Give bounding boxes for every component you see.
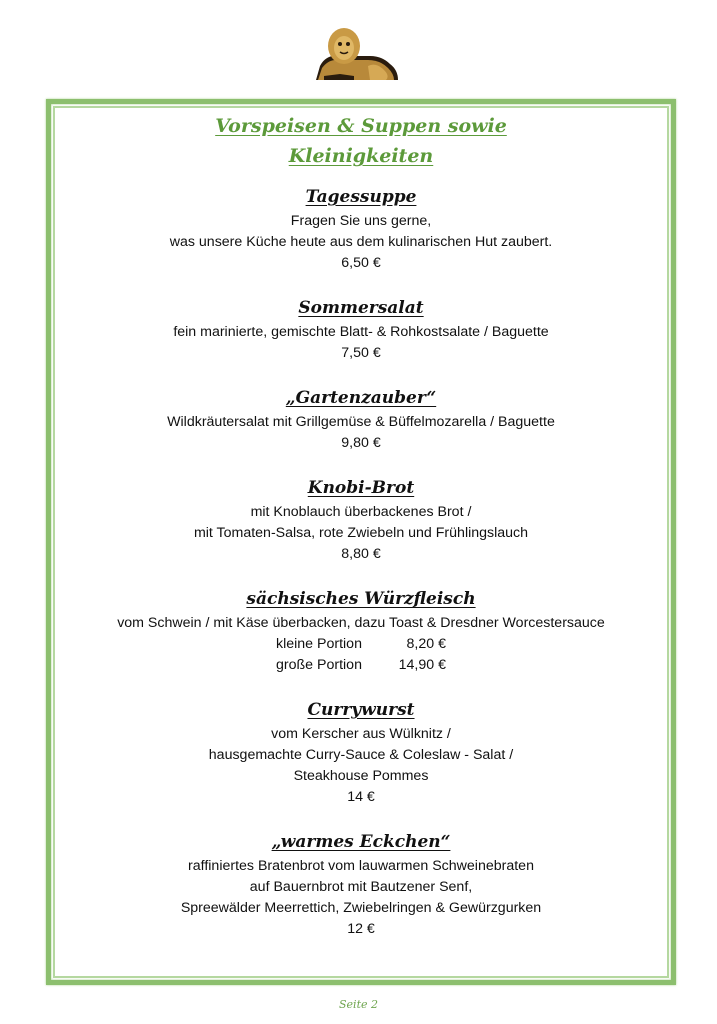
- portion-row: [50, 634, 672, 655]
- menu-title: [50, 111, 672, 171]
- dish-description: mit Knoblauch überbackenes Brot /: [250, 504, 472, 520]
- dish-title: sächsisches Würzfleisch: [246, 589, 476, 609]
- dish-price: 12 €: [347, 921, 375, 937]
- dish-description: was unsere Küche heute aus dem kulinarischen Hut zaubert.: [169, 234, 553, 250]
- portion-row: [50, 655, 672, 676]
- portion-price: 14,90 €: [398, 657, 446, 673]
- dish-description: Fragen Sie uns gerne,: [290, 213, 432, 229]
- dish-wuerzfleisch: [50, 587, 672, 676]
- dish-title: Tagessuppe: [305, 187, 417, 207]
- dish-warmes-eckchen: [50, 830, 672, 940]
- dish-title: „Gartenzauber“: [285, 388, 437, 408]
- menu-title-line: Kleinigkeiten: [288, 145, 434, 167]
- dish-currywurst: [50, 698, 672, 808]
- dish-sommersalat: [50, 296, 672, 364]
- page-number: Seite 2: [339, 998, 378, 1011]
- dish-description: Wildkräutersalat mit Grillgemüse & Büffelmozarella / Baguette: [167, 414, 555, 430]
- dish-price: 7,50 €: [341, 345, 381, 361]
- dish-price: 9,80 €: [341, 435, 381, 451]
- dish-description: Spreewälder Meerrettich, Zwiebelringen & Gewürzgurken: [180, 900, 542, 916]
- dish-price: 8,80 €: [341, 546, 381, 562]
- dish-description: vom Kerscher aus Wülknitz /: [271, 726, 451, 742]
- dish-title: „warmes Eckchen“: [271, 832, 451, 852]
- menu-content: [50, 111, 672, 940]
- portion-label: große Portion: [276, 657, 362, 673]
- dish-price: 14 €: [347, 789, 375, 805]
- dish-tagessuppe: [50, 185, 672, 274]
- dish-description: vom Schwein / mit Käse überbacken, dazu Toast & Dresdner Worcestersauce: [117, 615, 605, 631]
- dish-gartenzauber: [50, 386, 672, 454]
- dish-description: auf Bauernbrot mit Bautzener Senf,: [249, 879, 473, 895]
- dish-description: Steakhouse Pommes: [293, 768, 429, 784]
- dish-title: Knobi-Brot: [307, 478, 415, 498]
- portion-label: kleine Portion: [276, 636, 362, 652]
- menu-title-line: Vorspeisen & Suppen sowie: [215, 115, 507, 137]
- lion-statue-icon: [310, 26, 402, 82]
- dish-description: mit Tomaten-Salsa, rote Zwiebeln und Frühlingslauch: [193, 525, 529, 541]
- dish-description: raffiniertes Bratenbrot vom lauwarmen Schweinebraten: [188, 858, 534, 874]
- portion-price: 8,20 €: [406, 636, 446, 652]
- dish-title: Sommersalat: [298, 298, 424, 318]
- dish-description: fein marinierte, gemischte Blatt- & Rohkostsalate / Baguette: [173, 324, 549, 340]
- dish-knobi-brot: [50, 476, 672, 565]
- dish-price: 6,50 €: [341, 255, 381, 271]
- dish-description: hausgemachte Curry-Sauce & Coleslaw - Salat /: [208, 747, 514, 763]
- dish-title: Currywurst: [307, 700, 415, 720]
